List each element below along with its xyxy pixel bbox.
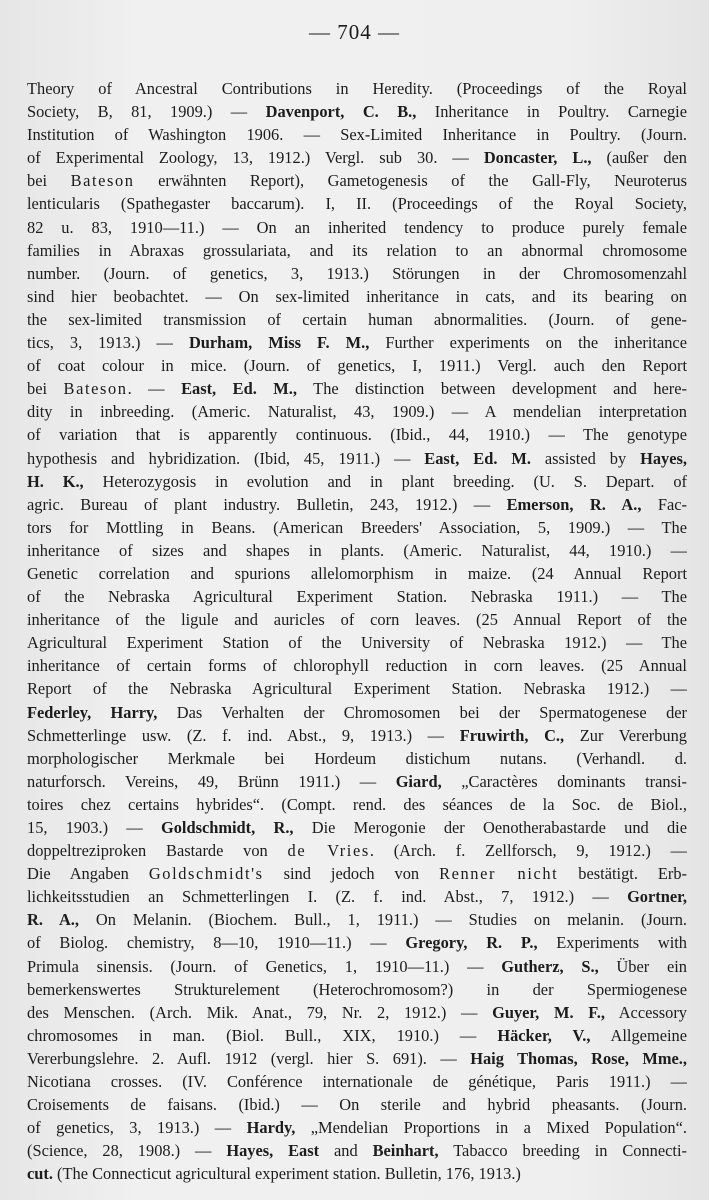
text-line: Schmetterlinge usw. (Z. f. ind. Abst., 9, 1913.) — Fruwirth, C., Zur Vererbung <box>27 725 687 745</box>
text-line: inheritance of the ligule and auricles of corn leaves. (25 Annual Report of the <box>27 610 687 630</box>
text-line: sind hier beobachtet. — On sex-limited inheritance in cats, and its bearing on <box>27 286 687 306</box>
text-line: Primula sinensis. (Journ. of Genetics, 1, 1910—11.) — Gutherz, S., Über ein <box>27 956 687 976</box>
text-line: Vererbungslehre. 2. Aufl. 1912 (vergl. hier S. 691). — Haig Thomas, Rose, Mme., <box>27 1048 687 1068</box>
text-line: toires chez certains hybrides“. (Compt. rend. des séances de la Soc. de Biol., <box>27 794 687 814</box>
text-line: lenticularis (Spathegaster baccarum). I, II. (Proceedings of the Royal Society, <box>27 194 687 214</box>
text-line: of the Nebraska Agricultural Experiment Station. Nebraska 1911.) — The <box>27 587 687 607</box>
text-line: of variation that is apparently continuous. (Ibid., 44, 1910.) — The genotype <box>27 425 687 445</box>
text-line: bei Bateson. — East, Ed. M., The distinction between development and here- <box>27 379 687 399</box>
page-number: — 704 — <box>309 20 400 44</box>
text-line: cut. (The Connecticut agricultural experiment station. Bulletin, 176, 1913.) <box>27 1164 521 1184</box>
text-line: families in Abraxas grossulariata, and its relation to an abnormal chromosome <box>27 240 687 260</box>
text-line: Genetic correlation and spurions allelomorphism in maize. (24 Annual Report <box>27 563 687 583</box>
text-line: bei Bateson erwähnten Report), Gametogenesis of the Gall-Fly, Neuroterus <box>27 171 687 191</box>
text-line: bemerkenswertes Strukturelement (Heterochromosom?) in der Spermiogenese <box>27 979 687 999</box>
text-line: of genetics, 3, 1913.) — Hardy, „Mendelian Proportions in a Mixed Population“. <box>27 1118 687 1138</box>
text-line: R. A., On Melanin. (Biochem. Bull., 1, 1911.) — Studies on melanin. (Journ. <box>27 910 687 930</box>
bibliography-text <box>27 77 687 1186</box>
text-line: number. (Journ. of genetics, 3, 1913.) Störungen in der Chromosomenzahl <box>27 263 687 283</box>
text-line: Nicotiana crosses. (IV. Conférence internationale de génétique, Paris 1911.) — <box>27 1072 687 1092</box>
text-line: of coat colour in mice. (Journ. of genetics, I, 1911.) Vergl. auch den Report <box>27 356 687 376</box>
text-line: Croisements de faisans. (Ibid.) — On sterile and hybrid pheasants. (Journ. <box>27 1095 687 1115</box>
text-line: inheritance of sizes and shapes in plants. (Americ. Naturalist, 44, 1910.) — <box>27 540 687 560</box>
text-line: Federley, Harry, Das Verhalten der Chromosomen bei der Spermatogenese der <box>27 702 687 722</box>
text-line: Institution of Washington 1906. — Sex-Limited Inheritance in Poultry. (Journ. <box>27 125 687 145</box>
text-line: Die Angaben Goldschmidt's sind jedoch von Renner nicht bestätigt. Erb- <box>27 864 687 884</box>
text-line: agric. Bureau of plant industry. Bulletin, 243, 1912.) — Emerson, R. A., Fac- <box>27 494 687 514</box>
text-line: Agricultural Experiment Station of the University of Nebraska 1912.) — The <box>27 633 687 653</box>
text-line: lichkeitsstudien an Schmetterlingen I. (Z. f. ind. Abst., 7, 1912.) — Gortner, <box>27 887 687 907</box>
text-line: Theory of Ancestral Contributions in Heredity. (Proceedings of the Royal <box>27 79 687 98</box>
text-line: hypothesis and hybridization. (Ibid, 45, 1911.) — East, Ed. M. assisted by Hayes, <box>27 448 687 468</box>
text-line: inheritance of certain forms of chlorophyll reduction in corn leaves. (25 Annual <box>27 656 687 676</box>
text-line: Report of the Nebraska Agricultural Experiment Station. Nebraska 1912.) — <box>27 679 687 699</box>
text-line: Society, B, 81, 1909.) — Davenport, C. B., Inheritance in Poultry. Carnegie <box>27 102 687 122</box>
text-line: chromosomes in man. (Biol. Bull., XIX, 1910.) — Häcker, V., Allgemeine <box>27 1025 687 1045</box>
text-line: 82 u. 83, 1910—11.) — On an inherited tendency to produce purely female <box>27 217 687 237</box>
text-line: H. K., Heterozygosis in evolution and in plant breeding. (U. S. Depart. of <box>27 471 687 491</box>
text-line: des Menschen. (Arch. Mik. Anat., 79, Nr. 2, 1912.) — Guyer, M. F., Accessory <box>27 1002 687 1022</box>
text-line: 15, 1903.) — Goldschmidt, R., Die Merogonie der Oenotherabastarde und die <box>27 818 687 837</box>
text-line: the sex-limited transmission of certain human abnormalities. (Journ. of gene- <box>27 309 687 329</box>
text-line: of Biolog. chemistry, 8—10, 1910—11.) — Gregory, R. P., Experiments with <box>27 933 687 953</box>
text-line: tics, 3, 1913.) — Durham, Miss F. M., Further experiments on the inheritance <box>27 333 687 353</box>
text-line: doppeltreziproken Bastarde von de Vries. (Arch. f. Zellforsch, 9, 1912.) — <box>27 841 687 861</box>
text-line: tors for Mottling in Beans. (American Breeders' Association, 5, 1909.) — The <box>27 517 687 537</box>
text-line: naturforsch. Vereins, 49, Brünn 1911.) — Giard, „Caractères dominants transi- <box>27 771 687 791</box>
text-line: (Science, 28, 1908.) — Hayes, East and Beinhart, Tabacco breeding in Connecti- <box>27 1141 687 1161</box>
text-line: of Experimental Zoology, 13, 1912.) Vergl. sub 30. — Doncaster, L., (außer den <box>27 148 687 168</box>
text-line: morphologischer Merkmale bei Hordeum distichum nutans. (Verhandl. d. <box>27 748 687 768</box>
text-line: dity in inbreeding. (Americ. Naturalist, 43, 1909.) — A mendelian interpretation <box>27 402 687 422</box>
